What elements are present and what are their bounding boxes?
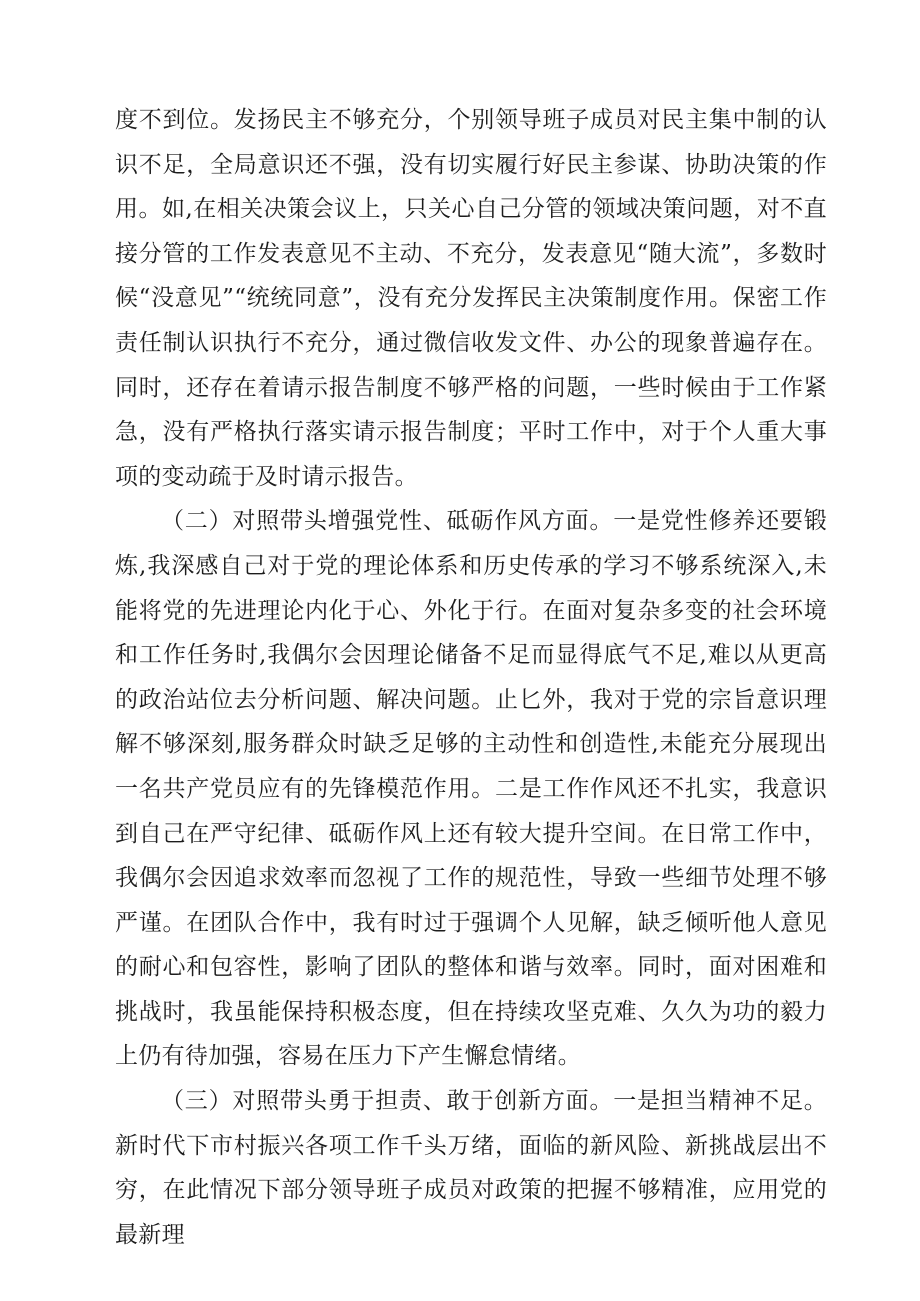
paragraph-1: 度不到位。发扬民主不够充分，个别领导班子成员对民主集中制的认识不足，全局意识还不强，没有切实履行好民主参谋、协助决策的作用。如,在相关决策会议上，只关心自己分管的领域决策问题，对不直接分管的工作发表意见不主动、不充分，发表意见“随大流”，多数时候“没意见”“统统同意”，没有充分发挥民主决策制度作用。保密工作责任制认识执行不充分，通过微信收发文件、办公的现象普遍存在。同时，还存在着请示报告制度不够严格的问题，一些时候由于工作紧急，没有严格执行落实请示报告制度；平时工作中，对于个人重大事项的变动疏于及时请示报告。 [115,107,827,490]
document-body [115,98,827,1257]
paragraph-3: （三）对照带头勇于担责、敢于创新方面。一是担当精神不足。新时代下市村振兴各项工作千头万绪，面临的新风险、新挑战层出不穷，在此情况下部分领导班子成员对政策的把握不够精准，应用党的最新理 [115,1088,827,1248]
paragraph-2: （二）对照带头增强党性、砥砺作风方面。一是党性修养还要锻炼,我深感自己对于党的理论体系和历史传承的学习不够系统深入,未能将党的先进理论内化于心、外化于行。在面对复杂多变的社会环境和工作任务时,我偶尔会因理论储备不足而显得底气不足,难以从更高的政治站位去分析问题、解决问题。止匕外，我对于党的宗旨意识理解不够深刻,服务群众时缺乏足够的主动性和创造性,未能充分展现出一名共产党员应有的先锋模范作用。二是工作作风还不扎实，我意识到自己在严守纪律、砥砺作风上还有较大提升空间。在日常工作中，我偶尔会因追求效率而忽视了工作的规范性，导致一些细节处理不够严谨。在团队合作中，我有时过于强调个人见解，缺乏倾听他人意见的耐心和包容性，影响了团队的整体和谐与效率。同时，面对困难和挑战时，我虽能保持积极态度，但在持续攻坚克难、久久为功的毅力上仍有待加强，容易在压力下产生懈怠情绪。 [115,508,827,1070]
